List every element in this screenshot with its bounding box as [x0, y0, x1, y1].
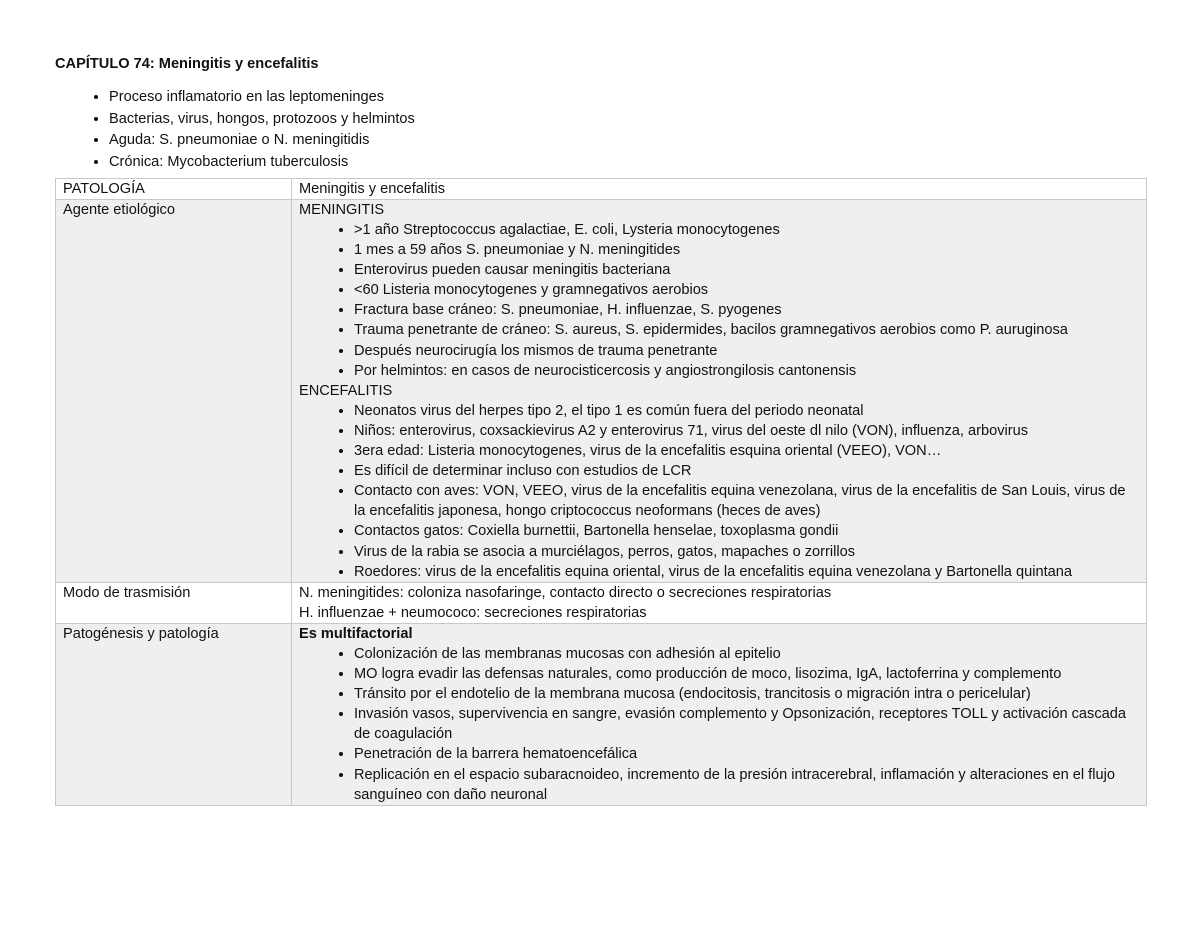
list-item: • Roedores: virus de la encefalitis equina oriental, virus de la encefalitis equina venezolana y Bartonella quintana	[354, 562, 1139, 582]
list-item: • Niños: enterovirus, coxsackievirus A2 y enterovirus 71, virus del oeste dl nilo (VON), influenza, arbovirus	[354, 421, 1139, 441]
row-content-pathogenesis	[292, 623, 1147, 805]
list-item: • 3era edad: Listeria monocytogenes, virus de la encefalitis esquina oriental (VEEO), VON…	[354, 441, 1139, 461]
list-item: • Después neurocirugía los mismos de trauma penetrante	[354, 341, 1139, 361]
chapter-title: CAPÍTULO 74: Meningitis y encefalitis	[55, 56, 319, 72]
list-item: • Enterovirus pueden causar meningitis bacteriana	[354, 260, 1139, 280]
encefalitis-heading: ENCEFALITIS	[299, 382, 393, 399]
list-item: • >1 año Streptococcus agalactiae, E. coli, Lysteria monocytogenes	[354, 220, 1139, 240]
list-item: • <60 Listeria monocytogenes y gramnegativos aerobios	[354, 280, 1139, 300]
table-row-pathogenesis	[56, 623, 1147, 805]
intro-item: • Proceso inflamatorio en las leptomeninges	[109, 87, 1146, 109]
list-item: • MO logra evadir las defensas naturales, como producción de moco, lisozima, IgA, lactoferrina y complemento	[354, 664, 1139, 684]
intro-item: • Bacterias, virus, hongos, protozoos y helmintos	[109, 109, 1146, 131]
list-item: • Tránsito por el endotelio de la membrana mucosa (endocitosis, trancitosis o migración intra o pericelular)	[354, 684, 1139, 704]
row-label-transmission: Modo de trasmisión	[56, 582, 292, 623]
meningitis-heading: MENINGITIS	[299, 201, 385, 218]
intro-item: • Aguda: S. pneumoniae o N. meningitidis	[109, 130, 1146, 152]
header-cell-pathology: PATOLOGÍA	[56, 178, 292, 199]
transmission-line: H. influenzae + neumococo: secreciones respiratorias	[299, 604, 647, 621]
list-item: • Neonatos virus del herpes tipo 2, el tipo 1 es común fuera del periodo neonatal	[354, 401, 1139, 421]
list-item: • Colonización de las membranas mucosas con adhesión al epitelio	[354, 644, 1139, 664]
row-content-transmission	[292, 582, 1147, 623]
list-item: • Por helmintos: en casos de neurocisticercosis y angiostrongilosis cantonensis	[354, 361, 1139, 381]
pathology-table	[55, 178, 1147, 806]
document-page	[55, 55, 1146, 806]
row-label-pathogenesis: Patogénesis y patología	[56, 623, 292, 805]
intro-list	[55, 87, 1146, 174]
table-row-agent	[56, 199, 1147, 582]
list-item: • Replicación en el espacio subaracnoideo, incremento de la presión intracerebral, inflamación y alteraciones en el flujo sanguíneo con daño neuronal	[354, 765, 1139, 805]
list-item: • 1 mes a 59 años S. pneumoniae y N. meningitides	[354, 240, 1139, 260]
list-item: • Trauma penetrante de cráneo: S. aureus, S. epidermides, bacilos gramnegativos aerobios como P. auruginosa	[354, 320, 1139, 340]
list-item: • Contacto con aves: VON, VEEO, virus de la encefalitis equina venezolana, virus de la encefalitis de San Louis, virus de la encefalitis japonesa, hongo criptococcus neoformans (heces de aves)	[354, 481, 1139, 521]
list-item: • Invasión vasos, supervivencia en sangre, evasión complemento y Opsonización, receptores TOLL y activación cascada de coagulación	[354, 704, 1139, 744]
header-cell-topic: Meningitis y encefalitis	[292, 178, 1147, 199]
list-item: • Penetración de la barrera hematoencefálica	[354, 744, 1139, 764]
intro-item: • Crónica: Mycobacterium tuberculosis	[109, 152, 1146, 174]
table-header-row	[56, 178, 1147, 199]
list-item: • Fractura base cráneo: S. pneumoniae, H. influenzae, S. pyogenes	[354, 300, 1139, 320]
transmission-line: N. meningitides: coloniza nasofaringe, contacto directo o secreciones respiratorias	[299, 584, 832, 601]
list-item: • Es difícil de determinar incluso con estudios de LCR	[354, 461, 1139, 481]
encefalitis-list	[299, 401, 1139, 582]
meningitis-list	[299, 220, 1139, 381]
pathogenesis-heading: Es multifactorial	[299, 625, 413, 642]
table-row-transmission	[56, 582, 1147, 623]
row-label-agent: Agente etiológico	[56, 199, 292, 582]
list-item: • Contactos gatos: Coxiella burnettii, Bartonella henselae, toxoplasma gondii	[354, 521, 1139, 541]
list-item: • Virus de la rabia se asocia a murciélagos, perros, gatos, mapaches o zorrillos	[354, 542, 1139, 562]
pathogenesis-list	[299, 644, 1139, 805]
row-content-agent	[292, 199, 1147, 582]
